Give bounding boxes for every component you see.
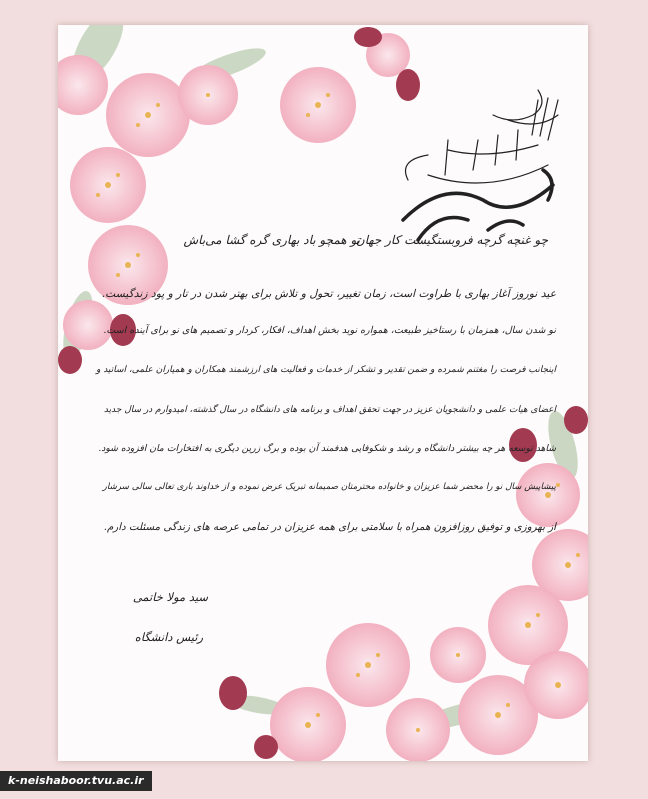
poem-right-hemistich: چو غنچه گرچه فروبستگیست کار جهان — [355, 233, 548, 247]
site-watermark: k-neishaboor.tvu.ac.ir — [0, 771, 152, 791]
signature-name: سید مولا خاتمی — [132, 590, 208, 604]
body-line-6: پیشاپیش سال نو را محضر شما عزیزان و خانواده محترمتان صمیمانه تبریک عرض نموده و از خداوند باری تعالی سالی سرشار — [102, 482, 556, 492]
body-line-3: اینجانب فرصت را مغتنم شمرده و ضمن تقدیر و تشکر از خدمات و فعالیت های ارزشمند همکاران و همیاران علمی، اساتید و — [96, 365, 556, 375]
calligraphy-emblem — [388, 80, 568, 250]
signature-title: رئیس دانشگاه — [134, 630, 203, 644]
body-line-7: از بهروزی و توفیق روزافزون همراه با سلامتی برای همه عزیزان در تمامی عرصه های زندگی مسئلت دارم. — [103, 521, 556, 533]
body-line-5: شاهد توسعه هر چه بیشتر دانشگاه و رشد و شکوفایی هدفمند آن بوده و برگ زرین دیگری به افتخارات مان افزوده شود. — [98, 443, 556, 454]
greeting-card — [58, 25, 588, 761]
poem-left-hemistich: تو همچو باد بهاری گره گشا می‌باش — [183, 233, 360, 247]
body-line-1: عید نوروز آغاز بهاری با طراوت است، زمان تغییر، تحول و تلاش برای بهتر شدن در تار و پود زندگیست. — [101, 287, 556, 300]
body-line-4: اعضای هیات علمی و دانشجویان عزیز در جهت تحقق اهداف و برنامه های دانشگاه در سال گذشته، امیدوارم در سال جدید — [103, 405, 556, 415]
top-left-blossoms — [58, 25, 420, 374]
body-line-2: نو شدن سال، همزمان با رستاخیز طبیعت، همواره نوید بخش اهداف، افکار، کردار و تصمیم های نو برای آینده است. — [103, 325, 556, 336]
